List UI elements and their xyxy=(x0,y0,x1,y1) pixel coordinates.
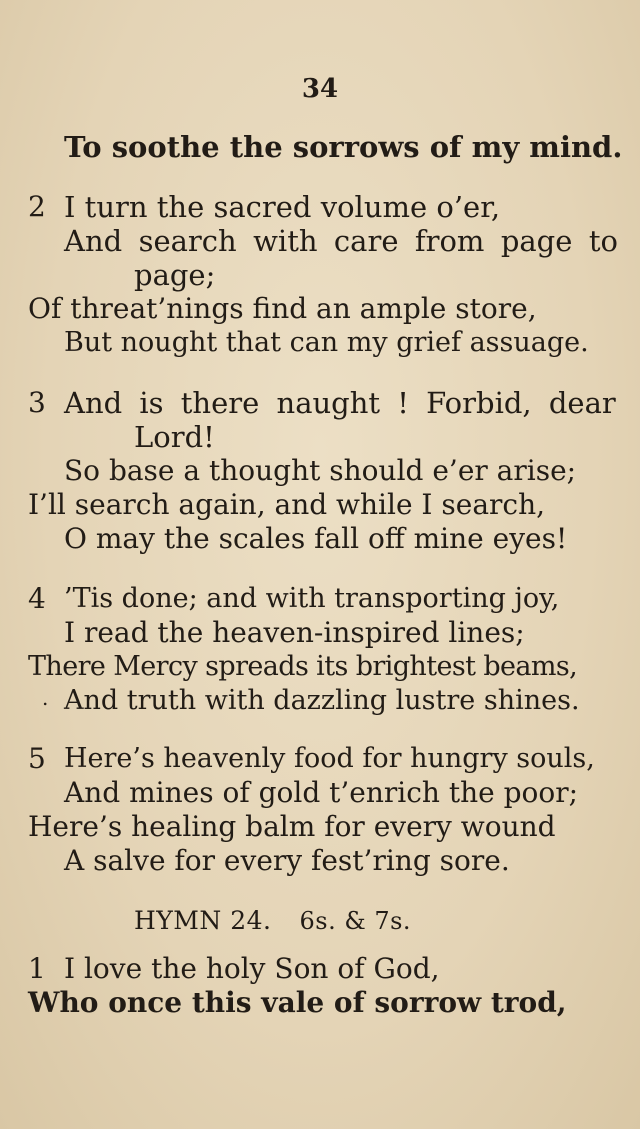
verse-line: Who once this vale of sorrow trod, xyxy=(28,986,567,1019)
verse-line: I turn the sacred volume o’er, xyxy=(64,190,501,224)
verse-word: page xyxy=(500,224,573,258)
verse-line: And truth with dazzling lustre shines. xyxy=(64,685,580,716)
verse-number: 5 xyxy=(28,742,46,775)
verse-line: A salve for every fest’ring sore. xyxy=(64,844,510,877)
verse-line xyxy=(64,224,618,258)
verse-line: I’ll search again, and while I search, xyxy=(28,488,546,521)
verse-number: 3 xyxy=(28,386,46,419)
verse-line: Here’s healing balm for every wound xyxy=(28,810,556,843)
verse-word: with xyxy=(253,224,318,258)
page-number: 34 xyxy=(301,74,339,104)
verse-line: Of threat’nings find an ample store, xyxy=(28,292,537,325)
verse-line: So base a thought should e’er arise; xyxy=(64,454,577,487)
verse-word: to xyxy=(588,224,618,258)
verse-line: Lord! xyxy=(134,420,215,454)
verse-word: And xyxy=(64,224,123,258)
verse-line: And is there naught ! Forbid, dear xyxy=(64,386,616,420)
verse-line: page; xyxy=(134,258,216,292)
verse-line: O may the scales fall off mine eyes! xyxy=(64,522,568,555)
verse-line: And mines of gold t’enrich the poor; xyxy=(64,776,579,809)
verse-line: But nought that can my grief assuage. xyxy=(64,327,589,358)
verse-line: There Mercy spreads its brightest beams, xyxy=(28,651,578,682)
hymn-meter: 6s. & 7s. xyxy=(299,907,412,935)
hymn-title: HYMN 24. xyxy=(134,906,272,935)
verse-line: Here’s heavenly food for hungry souls, xyxy=(64,743,595,774)
verse-line: ’Tis done; and with transporting joy, xyxy=(64,583,560,614)
verse-number: 4 xyxy=(28,582,46,615)
verse-word: care xyxy=(333,224,399,258)
verse-line: I love the holy Son of God, xyxy=(64,952,440,985)
carry-over-line: To soothe the sorrows of my mind. xyxy=(64,130,623,164)
verse-number: 1 xyxy=(28,952,46,985)
stray-dot: . xyxy=(42,686,49,710)
verse-line: I read the heaven-inspired lines; xyxy=(64,616,525,649)
verse-number: 2 xyxy=(28,190,46,223)
verse-word: from xyxy=(414,224,485,258)
verse-word: search xyxy=(138,224,237,258)
hymn-heading xyxy=(134,906,411,936)
